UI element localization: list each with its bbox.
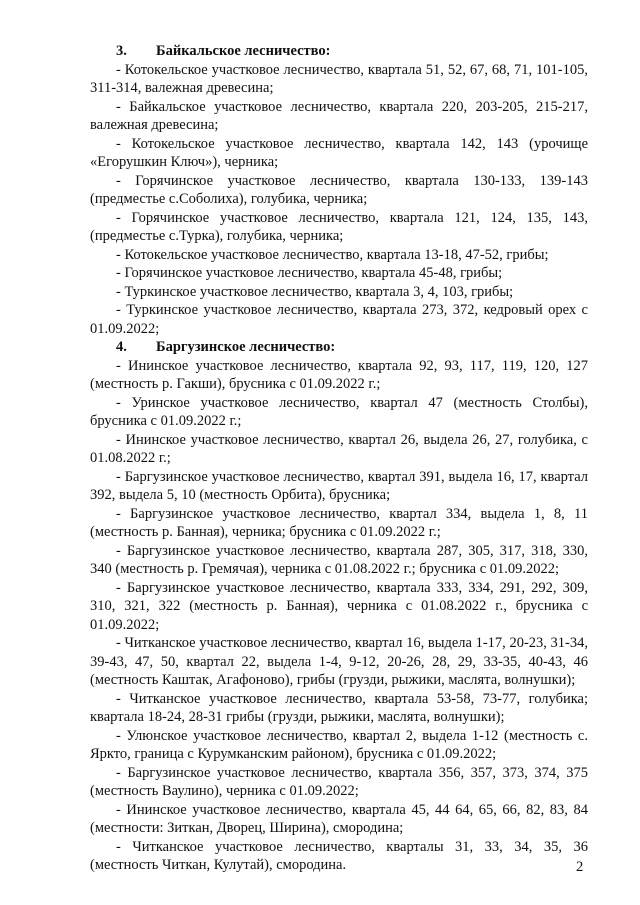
list-item: - Читканское участковое лесничество, квартал 16, выдела 1-17, 20-23, 31-34, 39-43, 47, 50, квартал 22, выдела 1-4, 9-12, 20-26, 28, 29, 33-35, 40-43, 46 (местность Каштак, Агафоново), грибы (грузди, рыжики, маслята, волнушки); xyxy=(90,635,588,688)
list-item: - Баргузинское участковое лесничество, квартала 287, 305, 317, 318, 330, 340 (местность р. Гремячая), черника с 01.08.2022 г.; брусника с 01.09.2022; xyxy=(90,542,588,577)
section-number: 4. xyxy=(116,339,127,355)
list-item: - Баргузинское участковое лесничество, квартала 333, 334, 291, 292, 309, 310, 321, 322 (местность р. Банная), черника с 01.08.2022 г., брусника с 01.09.2022; xyxy=(90,579,588,633)
list-item: - Баргузинское участковое лесничество, квартала 356, 357, 373, 374, 375 (местность Ваулино), черника с 01.09.2022; xyxy=(90,764,588,799)
list-item: - Ининское участковое лесничество, квартал 26, выдела 26, 27, голубика, с 01.08.2022 г.; xyxy=(90,431,588,466)
section-title: Баргузинское лесничество: xyxy=(156,339,336,355)
document-page xyxy=(90,42,588,875)
list-item: - Котокельское участковое лесничество, квартала 13-18, 47-52, грибы; xyxy=(116,246,549,263)
list-item: - Читканское участковое лесничество, квартала 53-58, 73-77, голубика; квартала 18-24, 28-31 грибы (грузди, рыжики, маслята, волнушки); xyxy=(90,690,588,725)
list-item: - Котокельское участковое лесничество, квартала 51, 52, 67, 68, 71, 101-105, 311-314, валежная древесина; xyxy=(90,61,588,96)
list-item: - Улюнское участковое лесничество, квартал 2, выдела 1-12 (местность с. Яркто, граница с Курумканским районом), брусника с 01.09.2022; xyxy=(90,727,588,762)
list-item: - Ининское участковое лесничество, квартала 45, 44 64, 65, 66, 82, 83, 84 (местности: Зиткан, Дворец, Ширина), смородина; xyxy=(90,801,588,836)
list-item: - Уринское участковое лесничество, квартал 47 (местность Столбы), брусника с 01.09.2022 г.; xyxy=(90,394,588,429)
list-item: - Ининское участковое лесничество, квартала 92, 93, 117, 119, 120, 127 (местность р. Гакши), брусника с 01.09.2022 г.; xyxy=(90,357,588,392)
list-item: - Туркинское участковое лесничество, квартала 273, 372, кедровый орех с 01.09.2022; xyxy=(90,302,588,337)
section-heading-baikal xyxy=(90,42,588,61)
section-title: Байкальское лесничество: xyxy=(156,43,331,59)
section-heading-barguzin xyxy=(90,338,588,357)
page-number: 2 xyxy=(576,859,584,875)
list-item: - Туркинское участковое лесничество, квартала 3, 4, 103, грибы; xyxy=(116,283,514,300)
list-item: - Горячинское участковое лесничество, квартала 121, 124, 135, 143, (предместье с.Турка), голубика, черника; xyxy=(90,209,588,244)
list-item: - Читканское участковое лесничество, кварталы 31, 33, 34, 35, 36 (местность Читкан, Кулутай), смородина. xyxy=(90,838,588,873)
list-item: - Горячинское участковое лесничество, квартала 45-48, грибы; xyxy=(116,265,503,281)
section-number: 3. xyxy=(116,43,127,59)
list-item: - Котокельское участковое лесничество, квартала 142, 143 (урочище «Егорушкин Ключ»), черника; xyxy=(90,135,588,170)
list-item: - Горячинское участковое лесничество, квартала 130-133, 139-143 (предместье с.Соболиха), голубика, черника; xyxy=(90,172,588,207)
list-item: - Баргузинское участковое лесничество, квартал 391, выдела 16, 17, квартал 392, выдела 5, 10 (местность Орбита), брусника; xyxy=(90,468,588,503)
list-item: - Байкальское участковое лесничество, квартала 220, 203-205, 215-217, валежная древесина; xyxy=(90,98,588,133)
list-item: - Баргузинское участковое лесничество, квартал 334, выдела 1, 8, 11 (местность р. Банная), черника; брусника с 01.09.2022 г.; xyxy=(90,505,588,540)
